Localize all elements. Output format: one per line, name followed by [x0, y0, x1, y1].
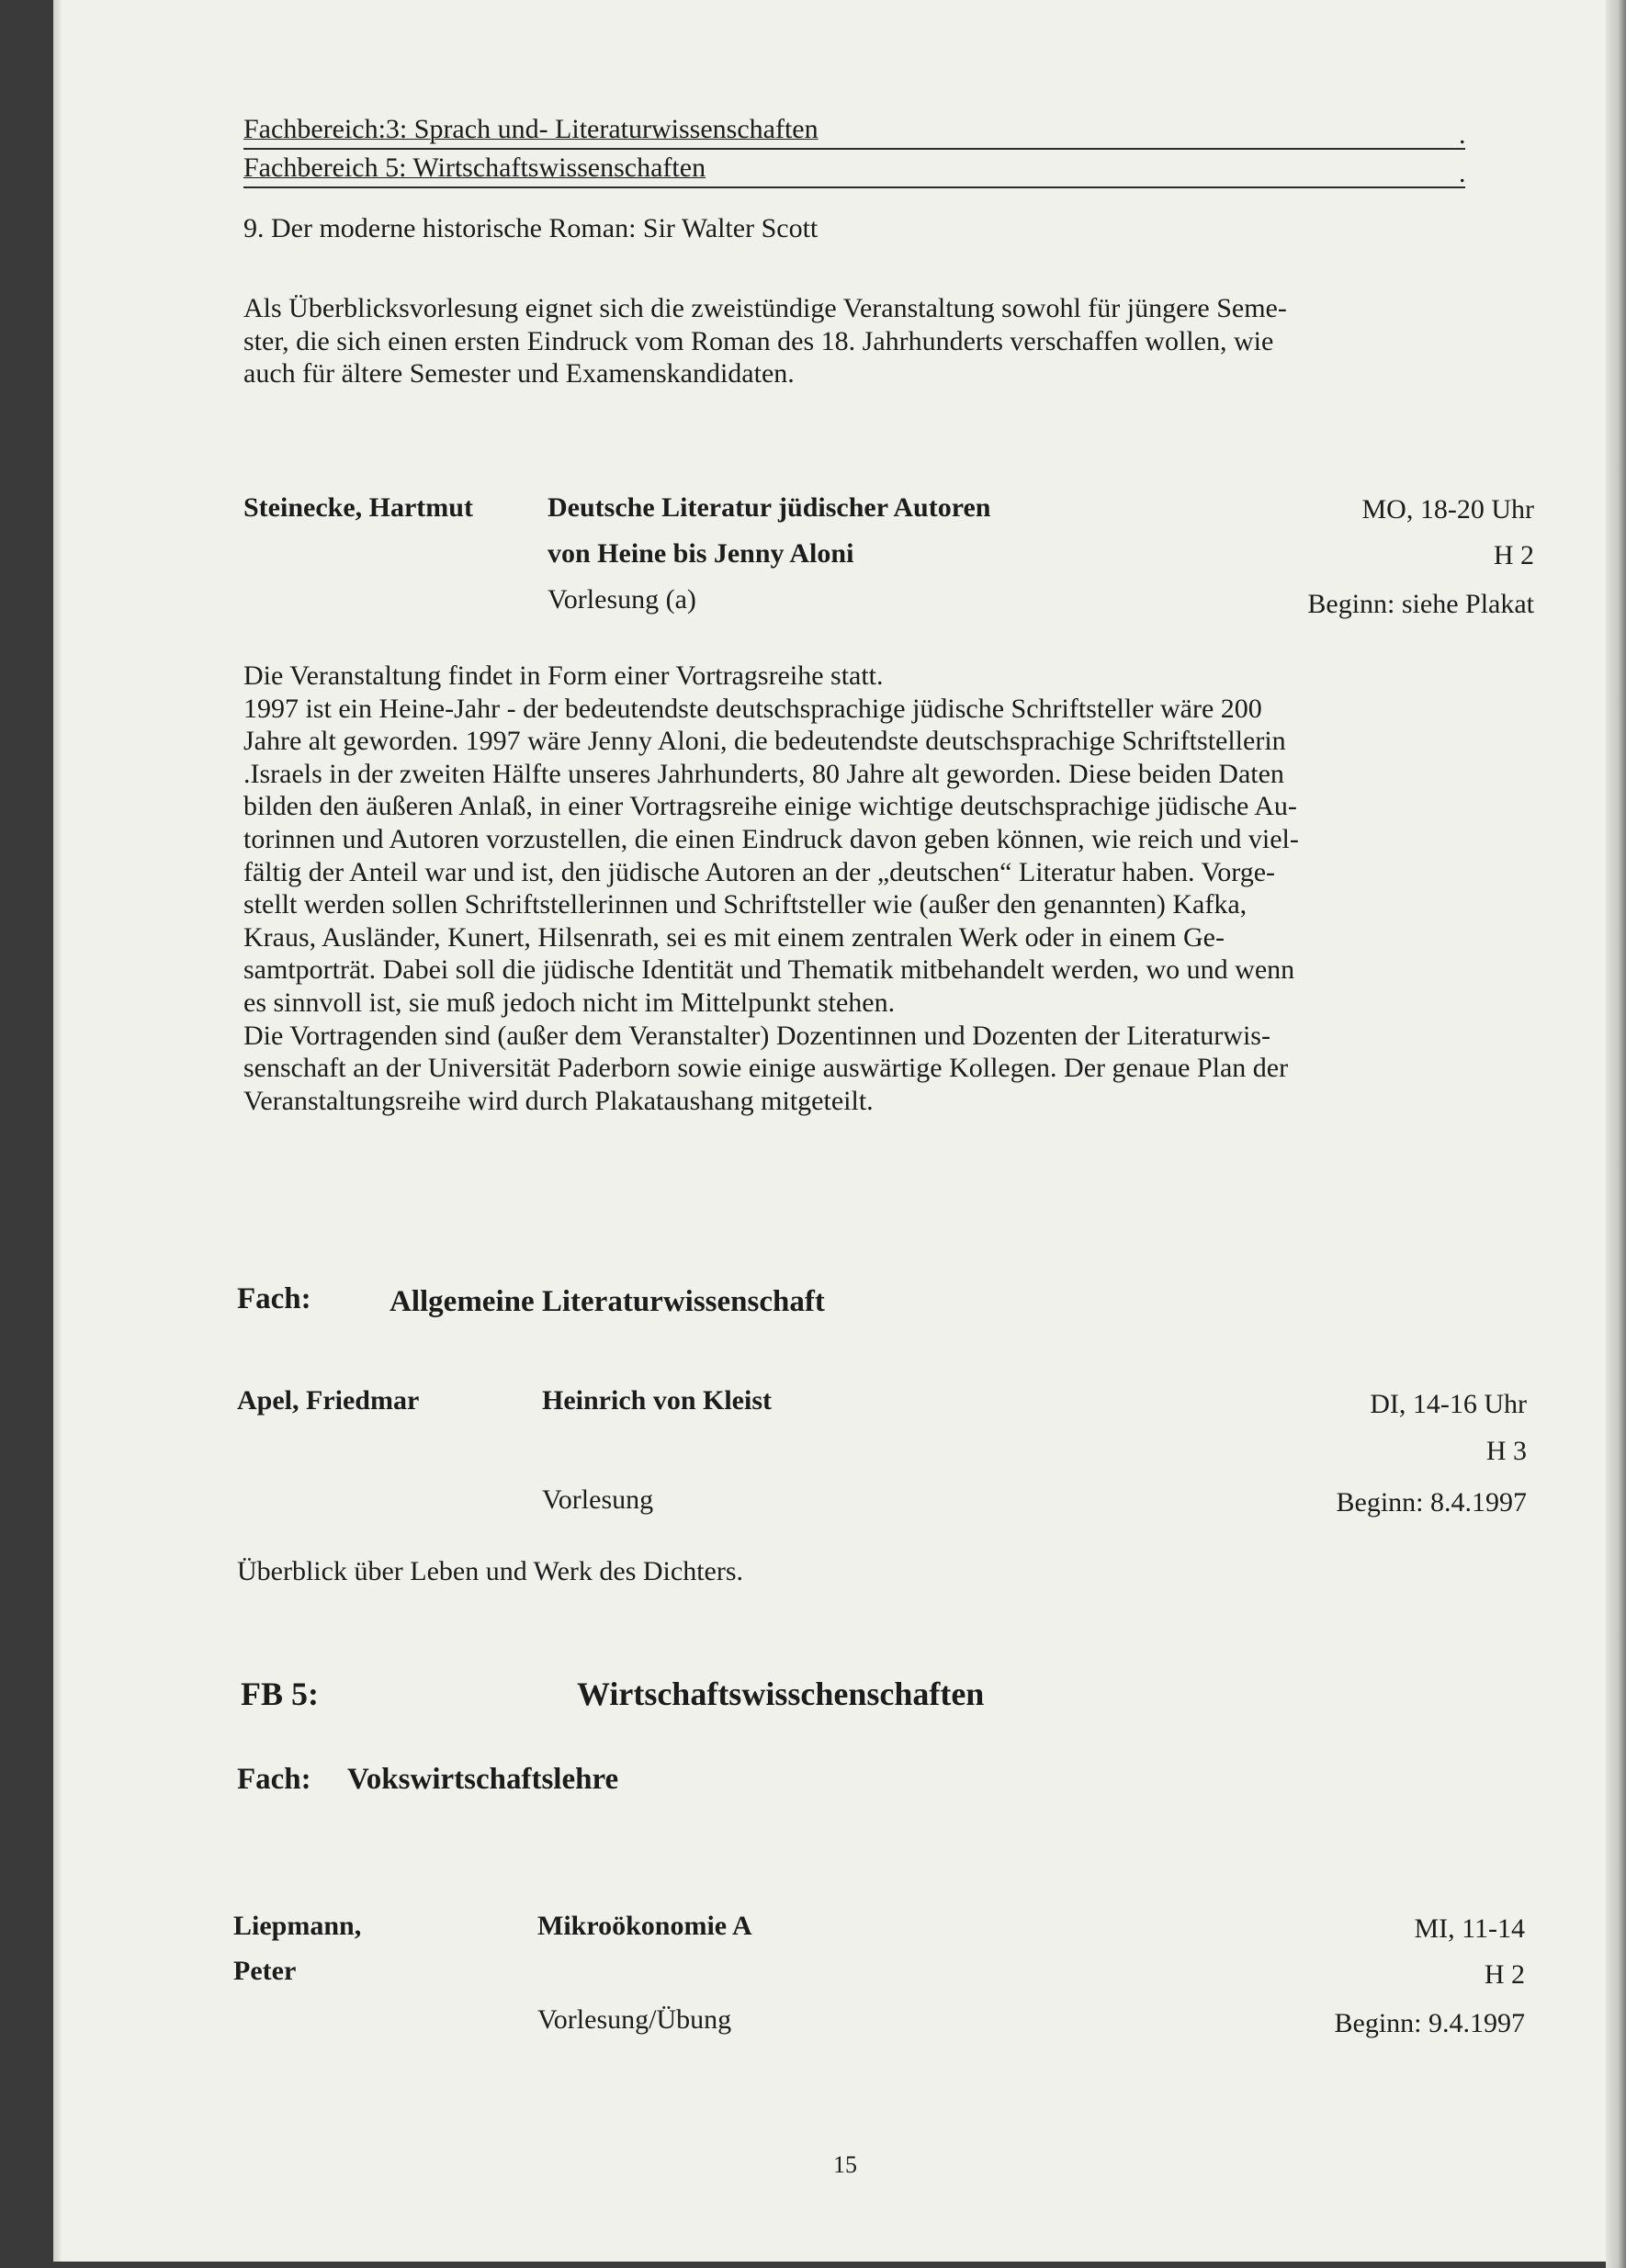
steinecke-room: H 2 — [1493, 540, 1534, 570]
liepmann-title: Mikroökonomie A — [537, 1911, 752, 1941]
steinecke-description-line: Kraus, Ausländer, Kunert, Hilsenrath, sei es mit einem zentralen Werk oder in einem Ge- — [243, 921, 1225, 953]
steinecke-description-line: fältig der Anteil war und ist, den jüdische Autoren an der „deutschen“ Literatur haben. Vorge- — [243, 856, 1275, 887]
item-9-line: Als Überblicksvorlesung eignet sich die zweistündige Veranstaltung sowohl für jüngere Seme- — [243, 293, 1287, 323]
header-rule-2 — [243, 186, 1465, 188]
header-rule-1 — [243, 148, 1465, 150]
steinecke-description-line: Veranstaltungsreihe wird durch Plakataushang mitgeteilt. — [243, 1085, 874, 1116]
steinecke-description-line: stellt werden sollen Schriftstellerinnen und Schriftsteller wie (außer den genannten) Kafka, — [243, 889, 1248, 920]
steinecke-description-line: Die Vortragenden sind (außer dem Veranstalter) Dozentinnen und Dozenten der Literaturwis- — [243, 1020, 1270, 1051]
apel-time: DI, 14-16 Uhr — [1370, 1389, 1527, 1419]
steinecke-description-line: senschaft an der Universität Paderborn sowie einige auswärtige Kollegen. Der genaue Plan der — [243, 1053, 1289, 1084]
steinecke-description-line: bilden den äußeren Anlaß, in einer Vortragsreihe einige wichtige deutschsprachige jüdische Au- — [243, 791, 1297, 822]
item-9-description — [243, 292, 1461, 390]
liepmann-lecturer-line-2: Peter — [233, 1956, 297, 1986]
steinecke-type: Vorlesung (a) — [548, 584, 696, 615]
fb5-name: Wirtschaftswisschenschaften — [577, 1676, 985, 1712]
steinecke-description-line: Jahre alt geworden. 1997 wäre Jenny Aloni, die bedeutendste deutschsprachige Schriftstellerin — [243, 726, 1286, 757]
item-9-line: auch für ältere Semester und Examenskandidaten. — [243, 358, 795, 389]
liepmann-type: Vorlesung/Übung — [537, 2004, 732, 2035]
page-left-shadow — [53, 0, 62, 2262]
steinecke-time: MO, 18-20 Uhr — [1361, 494, 1534, 525]
liepmann-lecturer-line-1: Liepmann, — [233, 1911, 362, 1941]
steinecke-description-line: .Israels in der zweiten Hälfte unseres Jahrhunderts, 80 Jahre alt geworden. Diese beiden Daten — [243, 758, 1284, 789]
liepmann-room: H 2 — [1484, 1959, 1525, 1990]
header-dot-1: . — [1459, 119, 1466, 150]
steinecke-description-line: 1997 ist ein Heine-Jahr - der bedeutendste deutschsprachige jüdische Schriftsteller wäre 200 — [243, 693, 1262, 724]
apel-description: Überblick über Leben und Werk des Dichters. — [237, 1556, 744, 1586]
steinecke-description-line: Die Veranstaltung findet in Form einer Vortragsreihe statt. — [243, 660, 884, 691]
item-9-line: ster, die sich einen ersten Eindruck vom Roman des 18. Jahrhunderts verschaffen wollen, wie — [243, 325, 1274, 356]
steinecke-title-line-1: Deutsche Literatur jüdischer Autoren — [548, 492, 991, 523]
page-number: 15 — [833, 2151, 857, 2178]
fb5-label: FB 5: — [241, 1676, 319, 1712]
liepmann-begin: Beginn: 9.4.1997 — [1334, 2008, 1525, 2038]
fach-2-name: Vokswirtschaftslehre — [347, 1763, 619, 1796]
apel-begin: Beginn: 8.4.1997 — [1336, 1487, 1527, 1518]
steinecke-title-line-2: von Heine bis Jenny Aloni — [548, 538, 854, 569]
fach-2-label: Fach: — [237, 1763, 311, 1796]
steinecke-description-line: samtporträt. Dabei soll die jüdische Identität und Thematik mitbehandelt werden, wo und wenn — [243, 954, 1295, 986]
steinecke-description — [243, 660, 1479, 1117]
fach-1-name: Allgemeine Literaturwissenschaft — [390, 1285, 825, 1318]
page-right-edge — [1606, 0, 1626, 2268]
header-line-1: Fachbereich:3: Sprach und- Literaturwissenschaften — [243, 114, 819, 144]
header-dot-2: . — [1459, 158, 1466, 188]
steinecke-lecturer: Steinecke, Hartmut — [243, 492, 473, 523]
steinecke-description-line: torinnen und Autoren vorzustellen, die einen Eindruck davon geben können, wie reich und viel- — [243, 823, 1299, 854]
apel-type: Vorlesung — [542, 1484, 654, 1515]
steinecke-begin: Beginn: siehe Plakat — [1307, 589, 1534, 619]
steinecke-description-line: es sinnvoll ist, sie muß jedoch nicht im Mittelpunkt stehen. — [243, 987, 896, 1018]
header-line-2: Fachbereich 5: Wirtschaftswissenschaften — [243, 152, 706, 183]
fach-1-label: Fach: — [237, 1282, 311, 1315]
liepmann-time: MI, 11-14 — [1414, 1913, 1525, 1944]
apel-lecturer: Apel, Friedmar — [237, 1385, 420, 1416]
apel-room: H 3 — [1485, 1436, 1527, 1466]
apel-title: Heinrich von Kleist — [542, 1385, 772, 1416]
item-9-title: 9. Der moderne historische Roman: Sir Walter Scott — [243, 213, 819, 243]
